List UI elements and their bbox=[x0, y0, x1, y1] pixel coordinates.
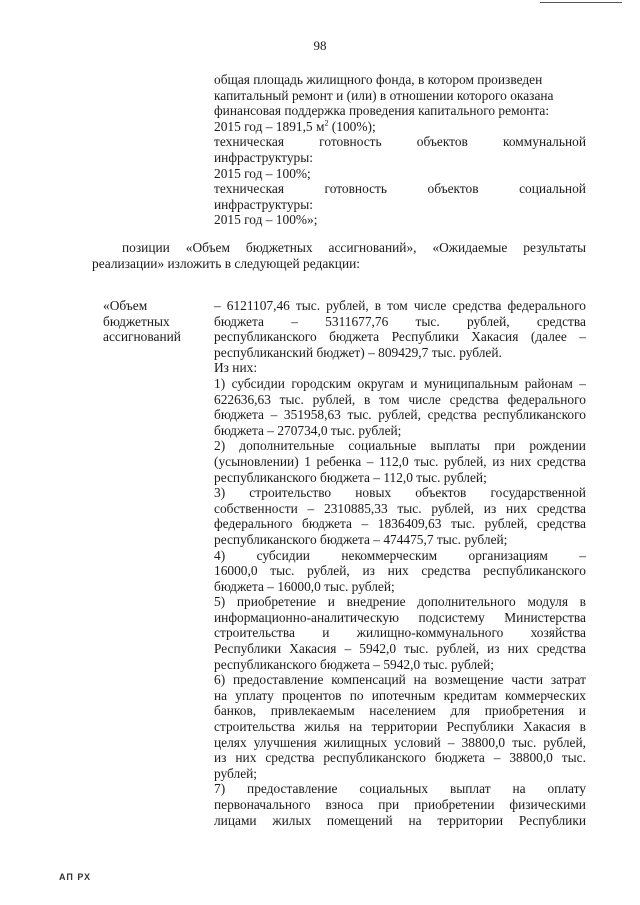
word: позиции bbox=[122, 240, 170, 255]
word: и bbox=[327, 594, 335, 610]
content-line bbox=[214, 610, 586, 626]
top-rule-line bbox=[540, 2, 622, 3]
word: для bbox=[450, 703, 471, 719]
word: 1836409,63 bbox=[377, 516, 442, 532]
content-line bbox=[214, 641, 586, 657]
word: затрат bbox=[550, 672, 586, 688]
word: округам bbox=[357, 375, 404, 391]
word: районам bbox=[524, 375, 573, 391]
word: из bbox=[214, 750, 227, 766]
content-line bbox=[214, 501, 586, 517]
word: из bbox=[362, 563, 375, 579]
word: республиканского bbox=[323, 750, 426, 766]
word: городским bbox=[291, 375, 352, 391]
word: 4) bbox=[214, 547, 226, 563]
word: тыс. bbox=[295, 298, 321, 313]
word: (далее bbox=[530, 329, 567, 345]
word: выплаты bbox=[430, 438, 481, 454]
word: бюджета bbox=[434, 750, 485, 766]
word: рублей, bbox=[436, 641, 480, 657]
content-line: рублей; bbox=[214, 765, 258, 781]
word: – bbox=[579, 329, 586, 345]
word: субсидии bbox=[231, 375, 285, 391]
word: результаты bbox=[523, 240, 586, 255]
word: на bbox=[413, 672, 427, 688]
word: в bbox=[374, 298, 382, 313]
content-line: республиканского бюджета – 474475,7 тыс. рублей; bbox=[214, 531, 508, 547]
word: рублей, bbox=[431, 500, 474, 516]
content-line: Из них: bbox=[214, 360, 258, 376]
word: приобретение bbox=[236, 594, 317, 610]
word: Республики bbox=[391, 329, 459, 345]
word: дополнительного bbox=[417, 594, 516, 610]
intro-word: коммунальной bbox=[503, 134, 586, 150]
word: числе bbox=[408, 391, 441, 407]
intro-word: объектов bbox=[427, 181, 479, 197]
content-line bbox=[214, 750, 586, 766]
word: банков, bbox=[214, 703, 257, 719]
word: 3) bbox=[214, 485, 226, 501]
content-line bbox=[214, 392, 586, 408]
intro-line: инфраструктуры: bbox=[214, 196, 313, 212]
word: средства bbox=[536, 641, 586, 657]
word: при bbox=[494, 438, 516, 454]
intro-line: 2015 год – 100%»; bbox=[214, 212, 318, 228]
intro-word: объектов bbox=[416, 134, 468, 150]
content-line: республиканского бюджета – 5942,0 тыс. рублей; bbox=[214, 656, 495, 672]
content-line: бюджета – 270734,0 тыс. рублей; bbox=[214, 422, 402, 438]
word: модуля bbox=[527, 594, 568, 610]
intro-word: готовность bbox=[319, 134, 382, 150]
word: на bbox=[408, 812, 422, 828]
word: 2310885,33 bbox=[324, 500, 388, 516]
content-line bbox=[214, 298, 586, 314]
word: 112,0 bbox=[379, 453, 409, 469]
intro-line: инфраструктуры: bbox=[214, 149, 313, 165]
word: жилья bbox=[304, 719, 340, 735]
word: улучшения bbox=[253, 734, 317, 750]
content-line bbox=[214, 407, 586, 423]
word: 5311677,76 bbox=[325, 313, 389, 329]
content-line bbox=[214, 329, 586, 345]
word: 622636,63 bbox=[214, 391, 271, 407]
word: жилых bbox=[272, 812, 312, 828]
word: 5942,0 bbox=[359, 641, 397, 657]
word: них bbox=[506, 500, 528, 516]
word: строительства bbox=[214, 719, 295, 735]
intro-line: финансовая поддержка проведения капитального ремонта: bbox=[214, 103, 550, 119]
word: при bbox=[378, 797, 400, 812]
word: коммерческих bbox=[505, 687, 586, 703]
word: Республики bbox=[214, 641, 282, 657]
word: 2) bbox=[214, 438, 226, 454]
word: «Объем bbox=[185, 240, 230, 255]
word: – bbox=[579, 547, 586, 563]
word: хозяйства bbox=[530, 625, 586, 641]
word: бюджета bbox=[214, 407, 264, 423]
content-line bbox=[214, 703, 586, 719]
word: рублей, bbox=[312, 391, 356, 407]
word: тыс. bbox=[512, 734, 537, 750]
word: приобретения bbox=[484, 703, 565, 719]
word: в bbox=[363, 391, 371, 407]
word: 351958,63 bbox=[283, 407, 341, 423]
word: – bbox=[579, 375, 586, 391]
word: средства bbox=[452, 298, 502, 313]
word: Хакасия bbox=[471, 329, 519, 345]
word: на bbox=[214, 687, 228, 703]
word: тыс. bbox=[397, 500, 422, 516]
footer-code: АП РХ bbox=[59, 872, 92, 882]
content-line bbox=[214, 719, 586, 735]
intro-word: техническая bbox=[214, 181, 285, 197]
word: тыс. bbox=[450, 516, 476, 532]
word: средства bbox=[536, 313, 586, 329]
word: республиканского bbox=[214, 329, 317, 345]
word: жилищно-коммунального bbox=[356, 625, 504, 641]
word: 1 bbox=[304, 453, 311, 469]
word: объектов bbox=[415, 485, 467, 501]
content-line bbox=[214, 688, 586, 704]
word: оплату bbox=[547, 781, 586, 797]
content-line bbox=[214, 563, 586, 579]
intro-word: социальной bbox=[519, 181, 586, 197]
word: территории bbox=[371, 719, 438, 735]
word: субсидии bbox=[256, 547, 310, 563]
content-line bbox=[214, 454, 586, 470]
word: предоставление bbox=[232, 672, 324, 688]
content-line bbox=[214, 314, 586, 330]
content-line: республиканского бюджета – 112,0 тыс. рублей; bbox=[214, 469, 487, 485]
word: рублей, bbox=[326, 298, 369, 313]
word: некоммерческим bbox=[341, 547, 438, 563]
word: них bbox=[510, 453, 532, 469]
word: кредитам bbox=[443, 687, 497, 703]
label-line: «Объем bbox=[103, 298, 148, 313]
word: Хакасия bbox=[523, 719, 571, 735]
word: населением bbox=[369, 703, 436, 719]
content-line bbox=[214, 438, 586, 454]
word: них bbox=[387, 563, 409, 579]
word: рублей, bbox=[378, 407, 421, 423]
word: 6121107,46 bbox=[226, 298, 290, 313]
intro-line: общая площадь жилищного фонда, в котором произведен bbox=[214, 72, 543, 87]
word: и bbox=[578, 703, 586, 719]
word: подсистему bbox=[418, 609, 485, 625]
intro-line bbox=[214, 119, 586, 135]
word: ассигнований», bbox=[328, 240, 417, 255]
content-line bbox=[214, 797, 586, 813]
word: уплату bbox=[235, 687, 274, 703]
word: рублей, bbox=[307, 563, 350, 579]
positions-paragraph bbox=[92, 240, 586, 271]
word: из bbox=[483, 500, 497, 516]
word: социальные bbox=[348, 438, 417, 454]
content-line bbox=[214, 485, 586, 501]
word: рублей, bbox=[484, 516, 528, 532]
word: в bbox=[579, 719, 586, 735]
word: Министерства bbox=[504, 609, 586, 625]
word: – bbox=[214, 298, 221, 313]
word: бюджетных bbox=[245, 240, 313, 255]
word: – bbox=[361, 516, 369, 532]
word: жилищных bbox=[323, 734, 388, 750]
word: республиканского bbox=[483, 563, 586, 579]
word: бюджета bbox=[302, 516, 352, 532]
word: целях bbox=[214, 734, 247, 750]
word: – bbox=[447, 734, 455, 750]
intro-line bbox=[214, 134, 586, 150]
word: выплат bbox=[449, 781, 491, 797]
word: в bbox=[579, 594, 586, 610]
word: средства bbox=[536, 516, 586, 532]
word: ипотечным bbox=[371, 687, 436, 703]
word: строительства bbox=[214, 625, 295, 641]
word: – bbox=[270, 407, 278, 423]
word: бюджета bbox=[214, 313, 264, 329]
word: лицами bbox=[214, 812, 257, 828]
word: взноса bbox=[325, 797, 364, 812]
content-line bbox=[214, 594, 586, 610]
word: федерального bbox=[507, 298, 586, 313]
word: компенсаций bbox=[331, 672, 406, 688]
label-line: ассигнований bbox=[103, 329, 181, 345]
intro-word: техническая bbox=[214, 134, 285, 150]
positions-line bbox=[122, 240, 586, 256]
word: из bbox=[487, 641, 500, 657]
word: строительство bbox=[249, 485, 332, 501]
word: рождении bbox=[529, 438, 586, 454]
word: на bbox=[512, 781, 526, 797]
word: Республики bbox=[446, 719, 514, 735]
word: рублей, bbox=[543, 734, 586, 750]
word: физическими bbox=[509, 797, 586, 812]
word: них bbox=[235, 750, 257, 766]
word: новых bbox=[355, 485, 392, 501]
intro-indicators bbox=[214, 72, 586, 228]
word: собственности bbox=[214, 500, 298, 516]
word: федерального bbox=[214, 516, 293, 532]
word: средства bbox=[421, 563, 471, 579]
word: по bbox=[349, 687, 364, 703]
content-line bbox=[214, 625, 586, 641]
word: государственной bbox=[490, 485, 586, 501]
word: Хакасия bbox=[289, 641, 337, 657]
word: тыс. bbox=[415, 313, 440, 329]
word: том bbox=[387, 298, 408, 313]
word: информационно-аналитическую bbox=[214, 609, 400, 625]
word: числе bbox=[413, 298, 447, 313]
word: – bbox=[291, 313, 298, 329]
word: привлекаемым bbox=[270, 703, 355, 719]
content-line bbox=[214, 672, 586, 688]
word: средства bbox=[265, 750, 315, 766]
word: средства bbox=[536, 500, 586, 516]
word: части bbox=[511, 672, 544, 688]
superscript: 2 bbox=[324, 118, 329, 128]
word: из bbox=[492, 453, 505, 469]
word: дополнительные bbox=[239, 438, 335, 454]
word: средства bbox=[536, 453, 586, 469]
word: 7) bbox=[214, 781, 226, 797]
content-line bbox=[214, 735, 586, 751]
word: социальных bbox=[359, 781, 429, 797]
word: приобретении bbox=[414, 797, 495, 812]
word: «Ожидаемые bbox=[432, 240, 508, 255]
word: и bbox=[322, 625, 330, 641]
word: – bbox=[307, 500, 315, 516]
table-right-content bbox=[214, 298, 586, 828]
word: организациям bbox=[468, 547, 548, 563]
word: первоначального bbox=[214, 797, 311, 812]
content-line bbox=[214, 376, 586, 392]
content-line: республиканский бюджет) – 809429,7 тыс. рублей. bbox=[214, 344, 502, 360]
word: 16000,0 bbox=[214, 563, 258, 579]
word: тыс. bbox=[561, 750, 586, 766]
word: тыс. bbox=[347, 407, 372, 423]
word: условий bbox=[394, 734, 441, 750]
content-line bbox=[214, 516, 586, 532]
word: тыс. bbox=[279, 391, 304, 407]
intro-line bbox=[214, 181, 586, 197]
word: возмещение bbox=[434, 672, 504, 688]
word: Республики bbox=[518, 812, 586, 828]
word: процентов bbox=[281, 687, 342, 703]
word: федерального bbox=[507, 391, 586, 407]
word: них bbox=[507, 641, 529, 657]
word: 1) bbox=[214, 375, 226, 391]
word: (усыновлении) bbox=[214, 453, 299, 469]
page-number: 98 bbox=[313, 38, 327, 53]
word: – bbox=[493, 750, 501, 766]
word: на bbox=[349, 719, 363, 735]
word: бюджета bbox=[329, 329, 380, 345]
word: тыс. bbox=[270, 563, 295, 579]
content-line bbox=[214, 548, 586, 564]
word: – bbox=[366, 453, 374, 469]
word: средства bbox=[449, 391, 499, 407]
word: 38800,0 bbox=[509, 750, 553, 766]
word: ребенка bbox=[316, 453, 362, 469]
intro-line: 2015 год – 100%; bbox=[214, 165, 311, 181]
intro-line: капитальный ремонт и (или) в отношении которого оказана bbox=[214, 87, 554, 103]
word: 38800,0 bbox=[461, 734, 506, 750]
content-line: бюджета – 16000,0 тыс. рублей; bbox=[214, 578, 395, 594]
content-line bbox=[214, 781, 586, 797]
positions-line: реализации» изложить в следующей редакции: bbox=[92, 255, 360, 271]
word: рублей, bbox=[443, 453, 487, 469]
word: внедрение bbox=[346, 594, 406, 610]
word: том bbox=[379, 391, 400, 407]
label-line: бюджетных bbox=[103, 313, 170, 329]
word: тыс. bbox=[404, 641, 429, 657]
content-line bbox=[214, 813, 586, 829]
word: рублей, bbox=[466, 313, 510, 329]
word: помещений bbox=[326, 812, 393, 828]
word: – bbox=[344, 641, 352, 657]
intro-text: (100%); bbox=[328, 118, 376, 134]
intro-text: 2015 год – 1891,5 м bbox=[214, 118, 325, 134]
table-left-label bbox=[103, 298, 203, 345]
word: республиканского bbox=[483, 407, 586, 423]
word: территории bbox=[437, 812, 504, 828]
word: 6) bbox=[214, 672, 226, 688]
word: и bbox=[410, 375, 418, 391]
word: муниципальным bbox=[423, 375, 519, 391]
word: предоставление bbox=[247, 781, 338, 797]
word: 5) bbox=[214, 594, 226, 610]
word: тыс. bbox=[414, 453, 439, 469]
word: средства bbox=[427, 407, 477, 423]
intro-word: готовность bbox=[324, 181, 387, 197]
